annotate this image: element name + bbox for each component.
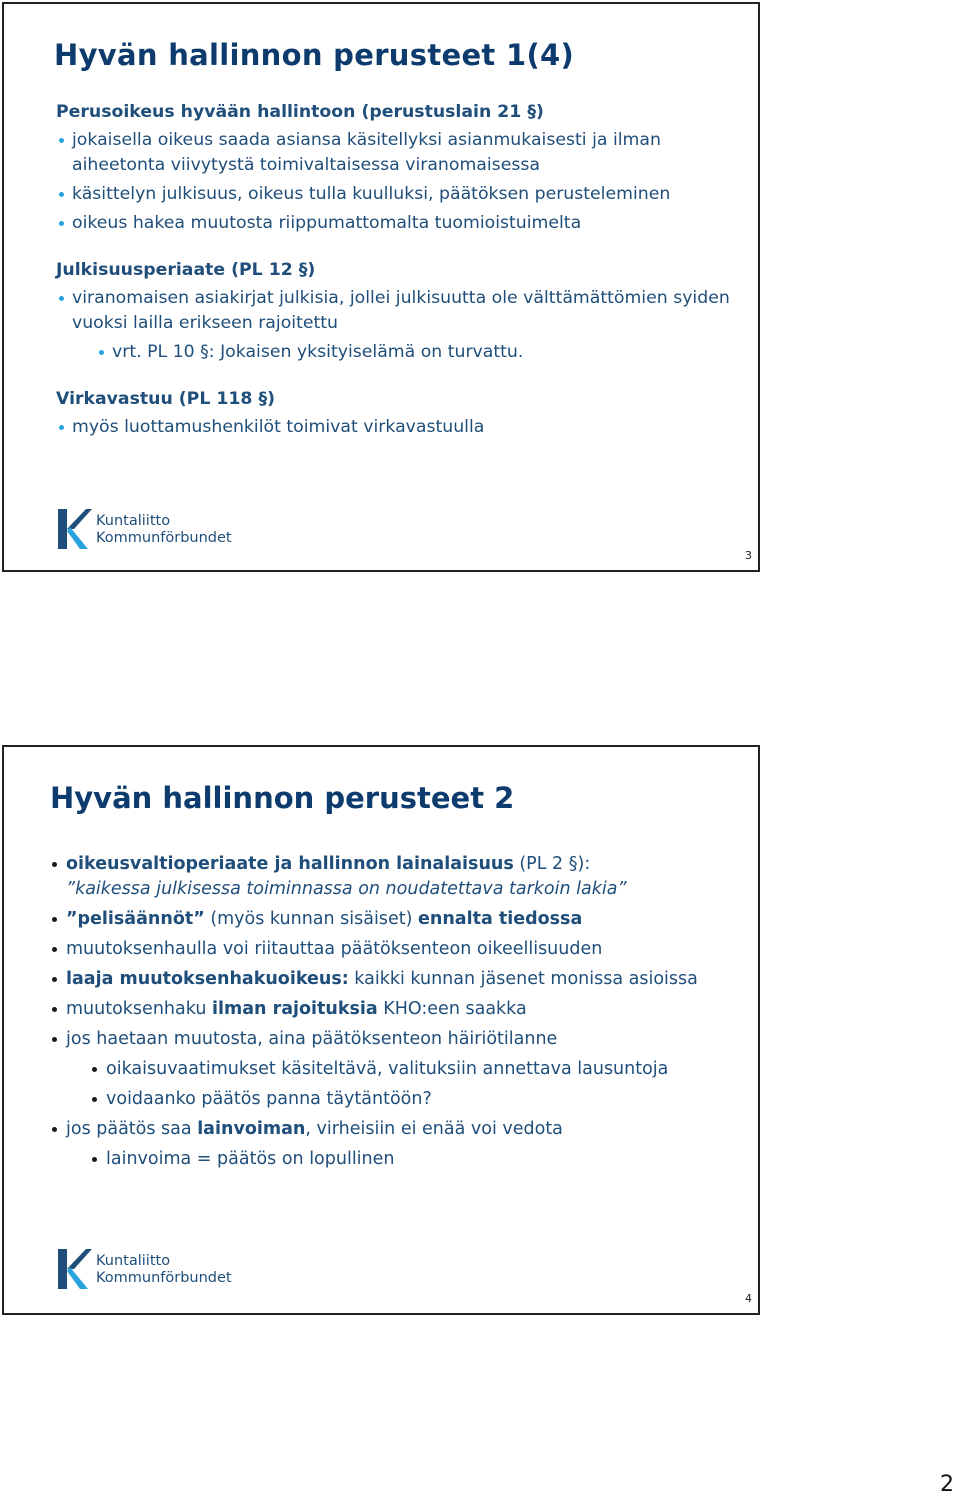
bullet-item	[50, 907, 738, 932]
logo-line-1: Kuntaliitto	[96, 513, 171, 529]
bullet-item: käsittelyn julkisuus, oikeus tulla kuulluksi, päätöksen perusteleminen	[56, 182, 738, 207]
text: muutoksenhaku	[66, 999, 212, 1019]
sub-bullet-item: lainvoima = päätös on lopullinen	[90, 1147, 738, 1172]
slide-4	[2, 745, 760, 1315]
kuntaliitto-logo	[56, 507, 246, 551]
slide-number: 3	[745, 549, 752, 562]
document-page-number: 2	[940, 1472, 954, 1497]
logo-text	[96, 1253, 232, 1287]
logo-line-2: Kommunförbundet	[96, 530, 232, 546]
slide-body	[50, 847, 738, 1177]
text: KHO:een saakka	[377, 999, 527, 1019]
section-heading-perusoikeus: Perusoikeus hyvään hallintoon (perustuslain 21 §)	[56, 102, 544, 122]
logo-text	[96, 513, 232, 547]
bullet-item: oikeus hakea muutosta riippumattomalta tuomioistuimelta	[56, 211, 738, 236]
bullet-item: myös luottamushenkilöt toimivat virkavastuulla	[56, 415, 738, 440]
slide-3	[2, 2, 760, 572]
kuntaliitto-logo	[56, 1247, 246, 1291]
bullet-item	[50, 967, 738, 992]
bullet-item	[50, 852, 738, 902]
slide-title: Hyvän hallinnon perusteet 1(4)	[54, 38, 575, 72]
kuntaliitto-k-icon	[56, 1247, 92, 1291]
section-heading-julkisuus: Julkisuusperiaate (PL 12 §)	[56, 260, 316, 280]
italic-quote: ”kaikessa julkisessa toiminnassa on noudatettava tarkoin lakia”	[66, 879, 627, 899]
bullet-item: viranomaisen asiakirjat julkisia, jollei julkisuutta ole välttämättömien syiden vuoksi lailla erikseen rajoitettu	[56, 286, 738, 336]
bold-text: ilman rajoituksia	[211, 999, 378, 1019]
bold-text: ennalta tiedossa	[418, 909, 583, 929]
slide-title: Hyvän hallinnon perusteet 2	[50, 781, 515, 815]
section-heading-virkavastuu: Virkavastuu (PL 118 §)	[56, 389, 275, 409]
bold-text: ”pelisäännöt”	[66, 909, 205, 929]
sub-bullet-item: voidaanko päätös panna täytäntöön?	[90, 1087, 738, 1112]
text: (myös kunnan sisäiset)	[204, 909, 418, 929]
bold-text: oikeusvaltioperiaate ja hallinnon lainalaisuus	[66, 854, 514, 874]
bold-text: laaja muutoksenhakuoikeus:	[66, 969, 349, 989]
bullet-item	[50, 997, 738, 1022]
bullet-item: muutoksenhaulla voi riitauttaa päätöksenteon oikeellisuuden	[50, 937, 738, 962]
slide-number: 4	[745, 1292, 752, 1305]
kuntaliitto-k-icon	[56, 507, 92, 551]
bullet-item	[50, 1117, 738, 1142]
sub-bullet-item: oikaisuvaatimukset käsiteltävä, valituksiin annettava lausuntoja	[90, 1057, 738, 1082]
sub-bullet-item: vrt. PL 10 §: Jokaisen yksityiselämä on turvattu.	[96, 340, 738, 365]
logo-line-1: Kuntaliitto	[96, 1253, 171, 1269]
logo-line-2: Kommunförbundet	[96, 1270, 232, 1286]
text: jos päätös saa	[66, 1119, 198, 1139]
bold-text: lainvoiman	[197, 1119, 306, 1139]
text: , virheisiin ei enää voi vedota	[305, 1119, 563, 1139]
slide-body	[56, 102, 738, 444]
text: (PL 2 §):	[513, 854, 591, 874]
bullet-item: jos haetaan muutosta, aina päätöksenteon häiriötilanne	[50, 1027, 738, 1052]
bullet-item: jokaisella oikeus saada asiansa käsitellyksi asianmukaisesti ja ilman aiheetonta viivytystä toimivaltaisessa viranomaisessa	[56, 128, 738, 178]
text: kaikki kunnan jäsenet monissa asioissa	[348, 969, 698, 989]
